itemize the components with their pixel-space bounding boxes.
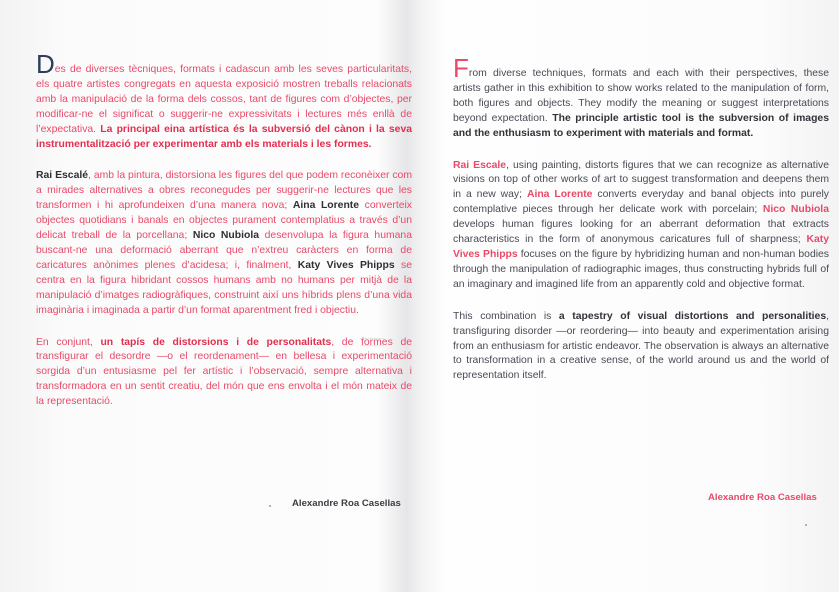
artist-name: Nico Nubiola	[192, 230, 260, 242]
paragraph-text: desenvolupa la figura humana buscant-ne una deformació aberrant que n’extreu caràcters en forma de caricatures anònimes plenes d’acidesa; i, finalment,	[36, 230, 412, 271]
artist-name: Aina Lorente	[526, 189, 593, 201]
paragraph-text: , amb la pintura, distorsiona les figures del que podem reconèixer com a mirades alternatives a obres reconegudes per suggerir-ne lectures que les transformen i hi aprofundeixen d’una manera nova;	[36, 170, 412, 212]
paragraph-text: converteix objectes quotidians i banals en objectes purament contemplatius a través d’un delicat treball de la porcellana;	[36, 200, 412, 242]
english-intro-paragraph	[453, 53, 829, 142]
highlight-text: a tapestry of visual distortions and personalities	[558, 310, 827, 322]
artist-name: Katy Vives Phipps	[297, 259, 395, 271]
artist-name: Rai Escale	[453, 159, 507, 171]
english-artists-paragraph	[453, 159, 829, 293]
highlight-text: un tapís de distorsions i de personalitats	[100, 336, 332, 348]
speck	[269, 505, 271, 507]
english-page	[440, 0, 839, 592]
paragraph-text: , transfiguring disorder —or reordering— into beauty and experimentation arising from an enthusiasm for artistic endeavor. The observation is always an alternative to transformation in a creative sense, of the world around us and the world of representation itself.	[453, 310, 829, 382]
paragraph-text: focuses on the figure by hybridizing human and non-human bodies through the manipulation of radiographic images, thus constructing hybrids full of an imaginary and imagined life from an apparently cold and objective format.	[453, 248, 829, 290]
paragraph-text: , using painting, distorts figures that we can recognize as alternative visions on top of other works of art to suggest transformation and deepens them in a new way;	[453, 159, 829, 201]
catalan-intro-paragraph	[36, 49, 413, 152]
paragraph-text: develops human figures looking for an aberrant deformation that extracts characteristics in the form of anonymous caricatures full of sharpness;	[453, 219, 829, 246]
paragraph-text: rom diverse techniques, formats and each with their perspectives, these artists gather in this exhibition to show works related to the manipulation of form, both figures and objects. They modify the meaning or suggest interpretations beyond expectation.	[453, 68, 829, 124]
catalan-text-column	[36, 49, 413, 427]
catalan-artists-paragraph	[36, 169, 412, 318]
paragraph-text: En conjunt,	[36, 336, 101, 348]
dropcap: D	[36, 49, 55, 79]
dropcap: F	[453, 53, 469, 83]
catalan-conclusion-paragraph	[36, 336, 412, 411]
paragraph-text: es de diverses tècniques, formats i cadascun amb les seves particularitats, els quatre artistes congregats en aquesta exposició mostren treballs relacionats amb la manipulació de la forma dels cossos, tant de figures com d’objectes, per modificar-ne el significat o suggerir-ne expressivitats i lectures més enllà de l’expectativa.	[36, 64, 412, 135]
paragraph-text: This combination is	[453, 310, 559, 322]
english-conclusion-paragraph	[453, 310, 829, 385]
artist-name: Nico Nubiola	[762, 204, 829, 216]
artist-name: Rai Escalé	[36, 170, 89, 182]
paragraph-text: se centra en la figura hibridant cossos humans amb no humans per mitjà de la manipulació d’imatges radiogràfiques, construint així uns híbrids plens d’una vida imaginària i imaginada a partir d’un format aparentment fred i objectiu.	[36, 259, 412, 316]
stamp-mark	[360, 338, 384, 346]
highlight-text: La principal eina artística és la subversió del cànon i la seva instrumentalització per experimentar amb els materials i les formes.	[36, 123, 413, 150]
paragraph-text: converts everyday and banal objects into purely contemplative pieces through her delicate work with porcelain;	[453, 189, 829, 216]
author-signature: Alexandre Roa Casellas	[708, 492, 817, 503]
english-text-column	[453, 53, 829, 401]
speck	[805, 524, 807, 526]
paragraph-text: , de formes de transfigurar el desordre —o el reordenament— en bellesa i experimentació sorgida d’un entusiasme pel fer artístic i l’observació, sempre alternativa i transformadora en un sentit creatiu, del món que ens envolta i el món mateix de la representació.	[36, 336, 412, 408]
highlight-text: The principle artistic tool is the subversion of images and the enthusiasm to experiment with materials and format.	[453, 112, 829, 139]
artist-name: Katy Vives Phipps	[453, 234, 829, 260]
artist-name: Aina Lorente	[292, 200, 360, 212]
author-signature: Alexandre Roa Casellas	[292, 498, 401, 509]
